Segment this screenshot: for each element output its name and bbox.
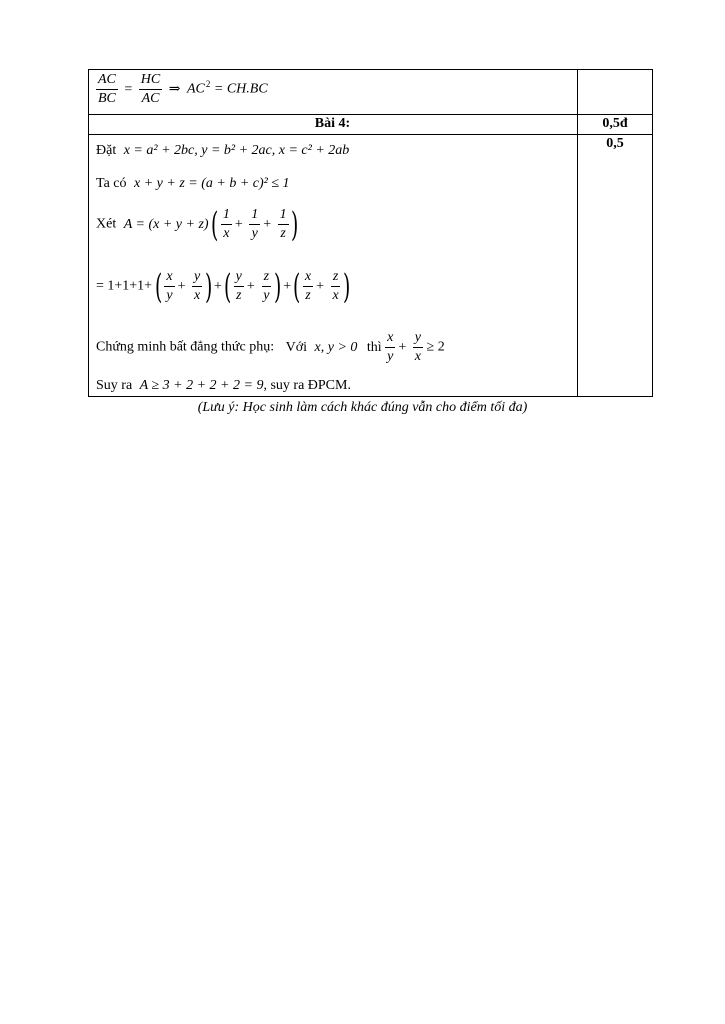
answer-table (88, 69, 653, 397)
expansion-line: = 1+1+1+ ( $\frac{x}{y}$ + $\frac{y}{x}$ ) +( $\frac{y}{z}$ + $\frac{z}{y}$ ) +( $\frac{x}{z}$ + $\frac{z}{x}$ ) (96, 266, 351, 307)
conclusion-label: Suy ra (96, 378, 133, 393)
lemma-label: Chứng minh bất đẳng thức phụ: (96, 339, 275, 355)
lemma-condition: x, y > 0 (314, 339, 358, 355)
xet-label: Xét (96, 216, 117, 232)
step-points: 0,5 (606, 136, 624, 151)
conclusion-formula: A ≥ 3 + 2 + 2 + 2 = 9 (139, 378, 264, 393)
row-divider-2 (88, 134, 653, 135)
similarity-formula: $\frac{AC}{BC}$ = $\frac{HC}{AC}$ ⇒ $AC^2 = CH.BC$ (98, 72, 268, 106)
fraction-hc-ac: $\frac{HC}{AC}$ (140, 72, 161, 106)
lemma-line: Chứng minh bất đẳng thức phụ: Với x, y > 0 thì $\frac{x}{y}$ + $\frac{y}{x}$ ≥ 2 (96, 330, 445, 364)
table-border-bottom (88, 396, 653, 397)
dat-label: Đặt (96, 143, 117, 158)
conclusion-tail: , suy ra ĐPCM. (263, 378, 351, 393)
lemma-with: Với (285, 339, 308, 355)
xet-formula: A = (x + y + z) (123, 216, 209, 232)
taco-label: Ta có (96, 176, 127, 191)
fraction-ac-bc: $\frac{AC}{BC}$ (98, 72, 116, 106)
conclusion-line (96, 378, 351, 394)
grading-note: (Lưu ý: Học sinh làm cách khác đúng vẫn cho điểm tối đa) (197, 400, 528, 415)
row-divider-1 (88, 114, 653, 115)
table-border-top (88, 69, 653, 70)
dat-formula: x = a² + 2bc, y = b² + 2ac, x = c² + 2ab (123, 143, 350, 158)
table-border-right (652, 69, 653, 397)
xet-line: Xét A = (x + y + z) ( $\frac{1}{x}$ + $\frac{1}{y}$ + $\frac{1}{z}$ ) (96, 204, 299, 245)
substitution-line (96, 143, 349, 159)
sum-prefix: = 1+1+1+ (96, 278, 153, 294)
taco-formula: x + y + z = (a + b + c)² ≤ 1 (134, 176, 290, 191)
result-left: AC (186, 81, 205, 97)
problem-title: Bài 4: (314, 116, 351, 131)
lemma-rhs: ≥ 2 (426, 339, 445, 355)
sum-line (96, 176, 290, 192)
result-right: = CH.BC (213, 81, 268, 97)
lemma-then: thì (366, 339, 382, 355)
problem-points: 0,5đ (602, 116, 628, 131)
